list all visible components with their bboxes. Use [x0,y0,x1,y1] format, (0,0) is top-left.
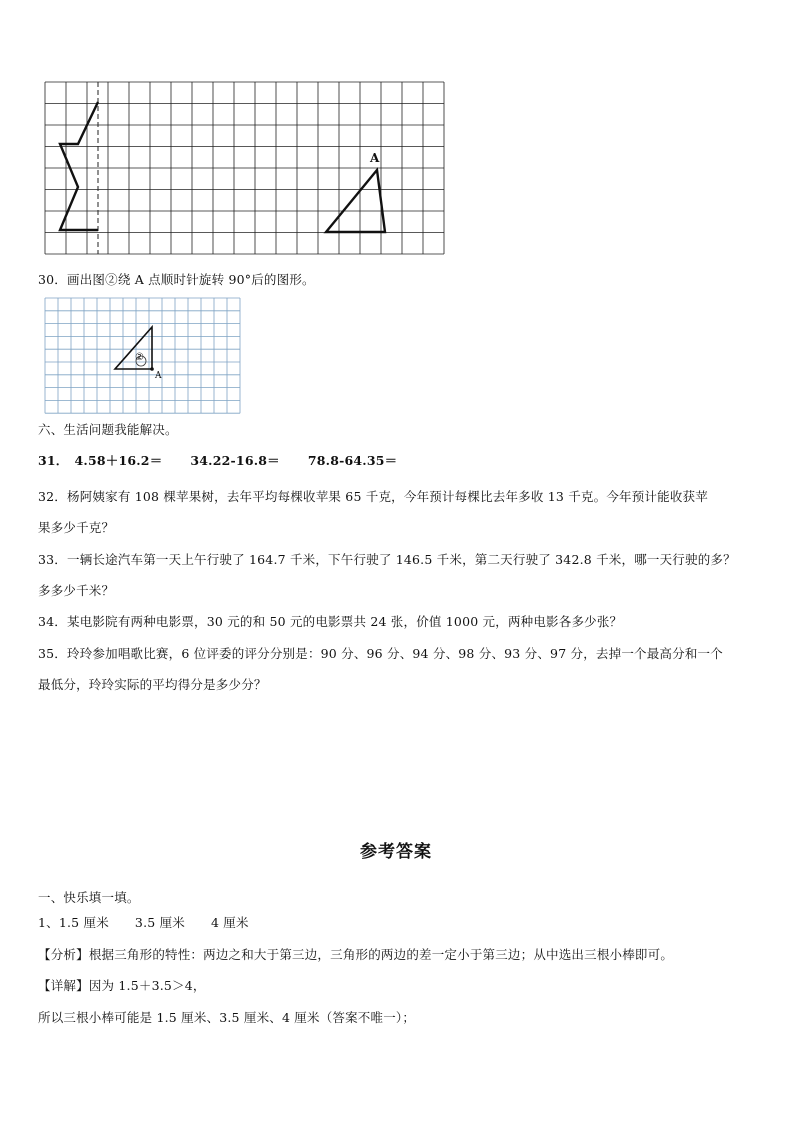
q31-item-3: 78.8-64.35＝ [307,453,398,468]
question-31 [38,453,397,469]
question-31-number: 31． [38,453,69,468]
question-33-line-2: 多多少千米？ [38,583,115,598]
detail-tag: 【详解】 [38,978,89,993]
answer-1 [38,915,249,931]
point-a-dot [150,367,154,371]
answer-1-conclusion: 所以三根小棒可能是 1.5 厘米、3.5 厘米、4 厘米（答案不唯一）； [38,1010,416,1025]
detail-text: 因为 1.5＋3.5＞4， [88,978,206,993]
answer-1-value-2: 3.5 厘米 [134,915,185,930]
answer-1-analysis [38,947,673,963]
analysis-tag: 【分析】 [38,947,89,962]
question-34-number: 34． [38,614,68,629]
question-33-line-1 [38,552,736,568]
rotation-grid-figure [0,0,794,420]
question-35-line-1 [38,646,723,662]
question-35-line-2: 最低分，玲玲实际的平均得分是多少分？ [38,677,267,692]
section-6-heading: 六、生活问题我能解决。 [38,422,178,437]
answer-1-value-1: 1.5 厘米 [58,915,109,930]
top-point-a-label: A [370,151,380,165]
triangle-2 [115,327,152,369]
question-33-number: 33． [38,552,68,567]
answer-1-detail [38,978,206,994]
question-32-line-1 [38,489,708,505]
analysis-text: 根据三角形的特性：两边之和大于第三边，三角形的两边的差一定小于第三边；从中选出三根小棒即可。 [88,947,674,962]
answers-title: 参考答案 [360,842,432,862]
question-32-line-2: 果多少千克？ [38,520,115,535]
question-34 [38,614,622,630]
question-32-text-1: 杨阿姨家有 108 棵苹果树，去年平均每棵收苹果 65 千克，今年预计每棵比去年多收 13 千克。今年预计能收获苹 [67,489,708,504]
question-35-number: 35． [38,646,68,661]
question-30-number: 30． [38,272,68,287]
question-34-text: 某电影院有两种电影票，30 元的和 50 元的电影票共 24 张，价值 1000 元，两种电影各多少张？ [67,614,623,629]
question-32-number: 32． [38,489,68,504]
rotation-point-a-label: A [155,371,162,381]
question-33-text-1: 一辆长途汽车第一天上午行驶了 164.7 千米，下午行驶了 146.5 千米，第二天行驶了 342.8 千米，哪一天行驶的多？ [67,552,736,567]
q31-item-2: 34.22-16.8＝ [190,453,280,468]
q31-item-1: 4.58＋16.2＝ [74,453,163,468]
answer-1-number: 1、 [38,915,59,930]
shape-2-label: ② [135,352,144,363]
question-35-text-1: 玲玲参加唱歌比赛，6 位评委的评分分别是：90 分、96 分、94 分、98 分、93 分、97 分，去掉一个最高分和一个 [67,646,723,661]
answer-1-value-3: 4 厘米 [210,915,249,930]
question-30-text: 画出图②绕 A 点顺时针旋转 90°后的图形。 [67,272,315,287]
answers-section-1: 一、快乐填一填。 [38,890,140,905]
